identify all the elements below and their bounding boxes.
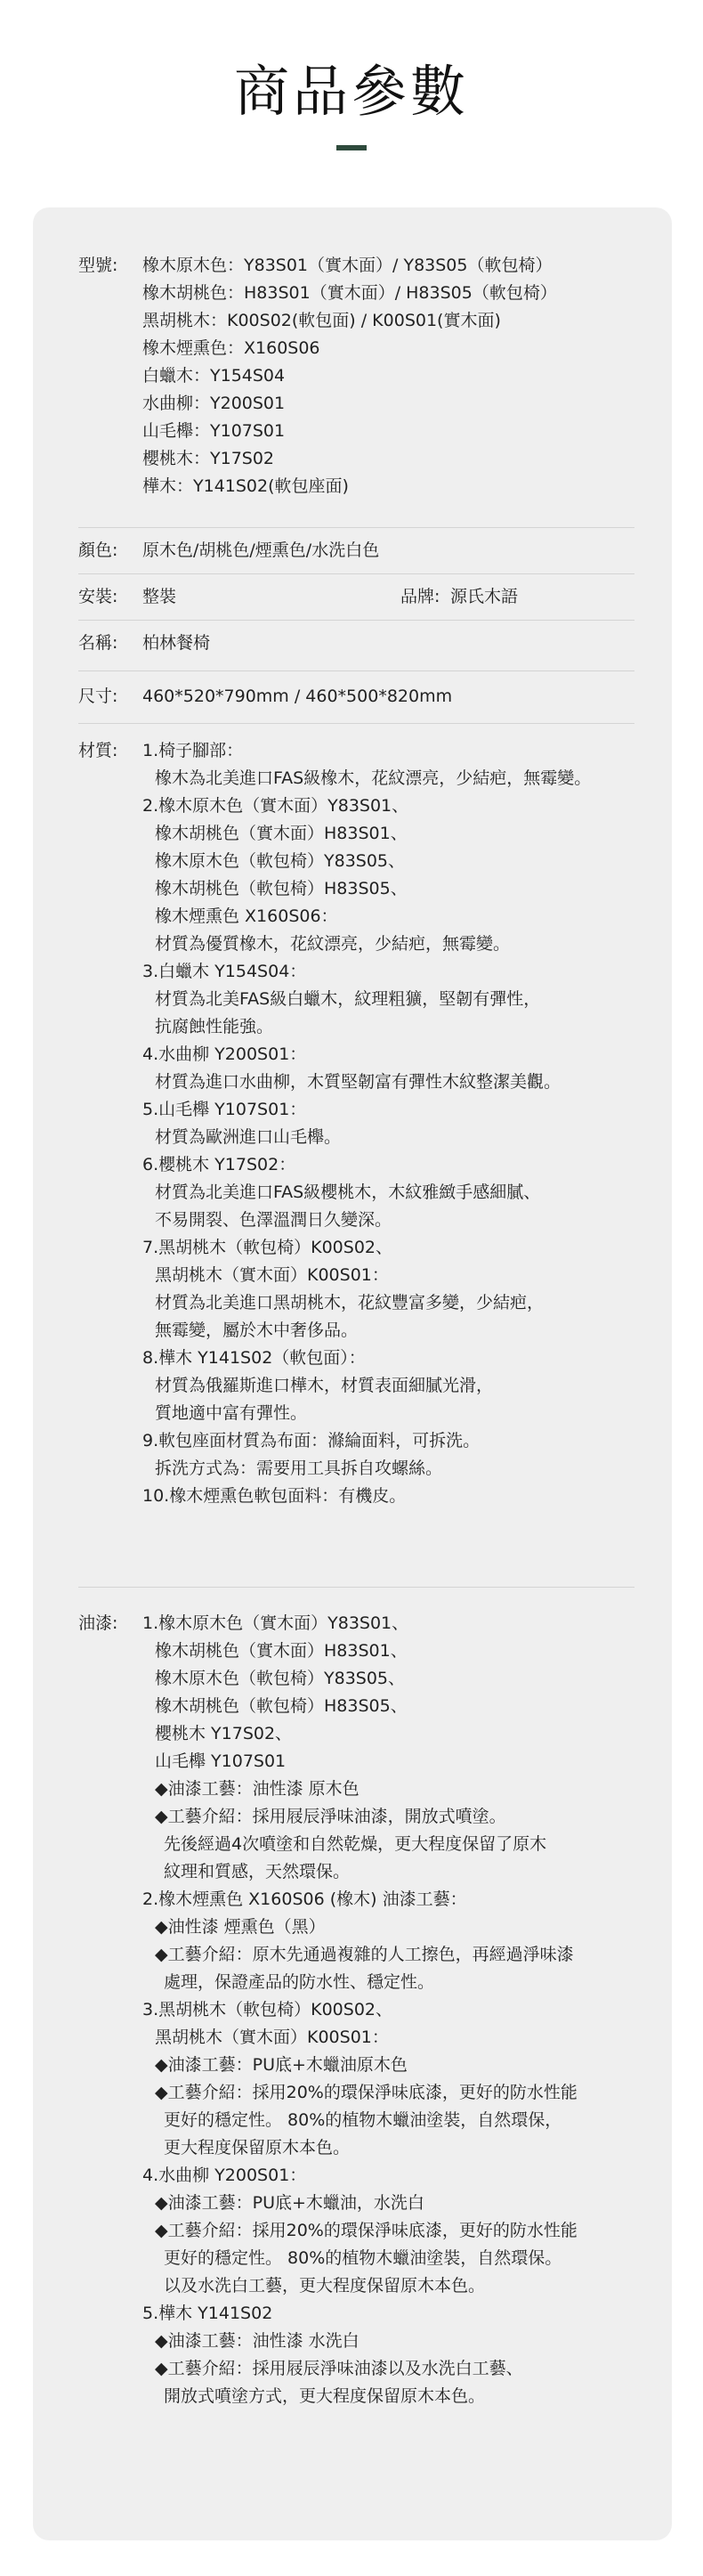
paint-line: ◆工藝介紹：採用屐辰淨味油漆，開放式噴塗。 — [155, 1807, 506, 1826]
brand-label: 品牌: — [400, 587, 440, 606]
size-value: 460*520*790mm / 460*500*820mm — [142, 687, 453, 706]
model-line: 樺木：Y141S02(軟包座面) — [142, 476, 349, 496]
paint-line: 橡木原木色（軟包椅）Y83S05、 — [155, 1669, 406, 1688]
model-line: 櫻桃木：Y17S02 — [142, 449, 275, 468]
name-section — [78, 630, 634, 657]
model-line: 橡木胡桃色：H83S01（實木面）/ H83S05（軟包椅） — [142, 283, 557, 303]
model-values — [142, 252, 634, 500]
material-line: 材質為俄羅斯進口樺木，材質表面細膩光滑， — [155, 1376, 494, 1395]
model-label: 型號: — [78, 256, 118, 275]
paint-line: 開放式噴塗方式，更大程度保留原木本色。 — [164, 2386, 486, 2406]
paint-line: 2.橡木煙熏色 X160S06 (橡木) 油漆工藝： — [142, 1889, 467, 1909]
material-line: 質地適中富有彈性。 — [155, 1403, 308, 1423]
name-value: 柏林餐椅 — [142, 633, 211, 653]
paint-line: 4.水曲柳 Y200S01： — [142, 2166, 307, 2185]
material-line: 1.椅子腳部： — [142, 741, 244, 760]
material-line: 材質為北美FAS級白蠟木，紋理粗獷，堅韌有彈性， — [155, 989, 541, 1009]
divider — [78, 670, 634, 671]
paint-line: ◆油漆工藝：PU底+木蠟油原木色 — [155, 2055, 408, 2075]
paint-line: ◆油漆工藝：油性漆 水洗白 — [155, 2331, 360, 2351]
page-title: 商品參數 — [233, 59, 469, 124]
install-value: 整裝 — [142, 587, 177, 606]
material-line: 不易開裂、色澤溫潤日久變深。 — [155, 1210, 392, 1230]
name-label: 名稱: — [78, 633, 118, 653]
material-line: 材質為優質橡木，花紋漂亮，少結疤，無霉變。 — [155, 934, 511, 954]
material-label: 材質: — [78, 741, 118, 760]
material-line: 橡木煙熏色 X160S06： — [155, 906, 338, 926]
model-line: 白蠟木：Y154S04 — [142, 366, 286, 386]
divider — [78, 1587, 634, 1588]
model-section — [78, 252, 634, 519]
model-line: 黑胡桃木：K00S02(軟包面) / K00S01(實木面) — [142, 311, 501, 330]
paint-label: 油漆: — [78, 1613, 118, 1633]
material-line: 拆洗方式為：需要用工具拆自攻螺絲。 — [155, 1459, 443, 1478]
paint-line: 更好的穩定性。 80%的植物木蠟油塗裝，自然環保。 — [164, 2248, 562, 2268]
size-section — [78, 683, 634, 711]
paint-line: ◆工藝介紹：原木先通過複雜的人工擦色，再經過淨味漆 — [155, 1945, 574, 1964]
paint-line: 黑胡桃木（實木面）K00S01： — [155, 2027, 389, 2047]
paint-line: 1.橡木原木色（實木面）Y83S01、 — [142, 1613, 409, 1633]
material-section — [78, 737, 634, 1521]
material-line: 橡木為北美進口FAS級橡木，花紋漂亮，少結疤，無霉變。 — [155, 768, 592, 788]
material-line: 5.山毛櫸 Y107S01： — [142, 1100, 307, 1119]
color-section — [78, 537, 634, 565]
material-line: 3.白蠟木 Y154S04： — [142, 962, 307, 981]
paint-values — [142, 1610, 634, 2410]
paint-line: 櫻桃木 Y17S02、 — [155, 1724, 293, 1743]
paint-line: 紋理和質感，天然環保。 — [164, 1862, 351, 1881]
material-line: 抗腐蝕性能強。 — [155, 1017, 274, 1036]
paint-line: ◆工藝介紹：採用20%的環保淨味底漆，更好的防水性能 — [155, 2083, 578, 2102]
paint-line: ◆油漆工藝：油性漆 原木色 — [155, 1779, 360, 1799]
model-line: 橡木煙熏色：X160S06 — [142, 338, 320, 358]
divider — [78, 620, 634, 621]
paint-line: 更好的穩定性。 80%的植物木蠟油塗裝，自然環保， — [164, 2110, 562, 2130]
paint-line: 3.黑胡桃木（軟包椅）K00S02、 — [142, 2000, 393, 2019]
material-line: 4.水曲柳 Y200S01： — [142, 1044, 307, 1064]
color-value: 原木色/胡桃色/煙熏色/水洗白色 — [142, 540, 380, 560]
material-line: 材質為歐洲進口山毛櫸。 — [155, 1127, 342, 1147]
material-values — [142, 737, 634, 1510]
install-section — [78, 583, 634, 611]
material-line: 9.軟包座面材質為布面：滌綸面料，可拆洗。 — [142, 1431, 481, 1451]
paint-line: 以及水洗白工藝，更大程度保留原木本色。 — [164, 2276, 486, 2296]
model-line: 水曲柳：Y200S01 — [142, 394, 286, 413]
divider — [78, 573, 634, 574]
material-line: 橡木原木色（軟包椅）Y83S05、 — [155, 851, 406, 871]
divider — [78, 527, 634, 528]
size-label: 尺寸: — [78, 687, 118, 706]
paint-line: 處理，保證產品的防水性、穩定性。 — [164, 1972, 435, 1992]
paint-line: ◆工藝介紹：採用20%的環保淨味底漆，更好的防水性能 — [155, 2221, 578, 2240]
paint-line: 橡木胡桃色（實木面）H83S01、 — [155, 1641, 408, 1661]
model-line: 橡木原木色：Y83S01（實木面）/ Y83S05（軟包椅） — [142, 256, 553, 275]
material-line: 2.橡木原木色（實木面）Y83S01、 — [142, 796, 409, 816]
material-line: 橡木胡桃色（實木面）H83S01、 — [155, 824, 408, 843]
brand-value: 源氏木語 — [450, 587, 519, 606]
paint-line: 5.樺木 Y141S02 — [142, 2304, 273, 2323]
material-line: 6.櫻桃木 Y17S02： — [142, 1155, 296, 1174]
material-line: 無霉變，屬於木中奢侈品。 — [155, 1321, 359, 1340]
paint-line: 山毛櫸 Y107S01 — [155, 1751, 287, 1771]
divider — [78, 723, 634, 724]
material-line: 材質為北美進口黑胡桃木，花紋豐富多變，少結疤， — [155, 1293, 545, 1312]
material-line: 橡木胡桃色（軟包椅）H83S05、 — [155, 879, 408, 898]
install-label: 安裝: — [78, 587, 118, 606]
material-line: 7.黑胡桃木（軟包椅）K00S02、 — [142, 1238, 393, 1257]
material-line: 材質為北美進口FAS級櫻桃木，木紋雅緻手感細膩、 — [155, 1182, 541, 1202]
material-line: 黑胡桃木（實木面）K00S01： — [155, 1265, 389, 1285]
paint-line: 先後經過4次噴塗和自然乾燥，更大程度保留了原木 — [164, 1834, 547, 1854]
paint-line: 更大程度保留原木本色。 — [164, 2138, 351, 2158]
color-label: 顏色: — [78, 540, 118, 560]
paint-line: 橡木胡桃色（軟包椅）H83S05、 — [155, 1696, 408, 1716]
paint-section — [78, 1610, 634, 2438]
title-underline — [336, 145, 367, 150]
paint-line: ◆油漆工藝：PU底+木蠟油，水洗白 — [155, 2193, 424, 2213]
material-line: 8.樺木 Y141S02（軟包面）： — [142, 1348, 366, 1368]
material-line: 10.橡木煙熏色軟包面料：有機皮。 — [142, 1486, 407, 1506]
material-line: 材質為進口水曲柳，木質堅韌富有彈性木紋整潔美觀。 — [155, 1072, 562, 1092]
paint-line: ◆工藝介紹：採用屐辰淨味油漆以及水洗白工藝、 — [155, 2359, 523, 2378]
paint-line: ◆油性漆 煙熏色（黑） — [155, 1917, 326, 1937]
model-line: 山毛櫸：Y107S01 — [142, 421, 286, 441]
